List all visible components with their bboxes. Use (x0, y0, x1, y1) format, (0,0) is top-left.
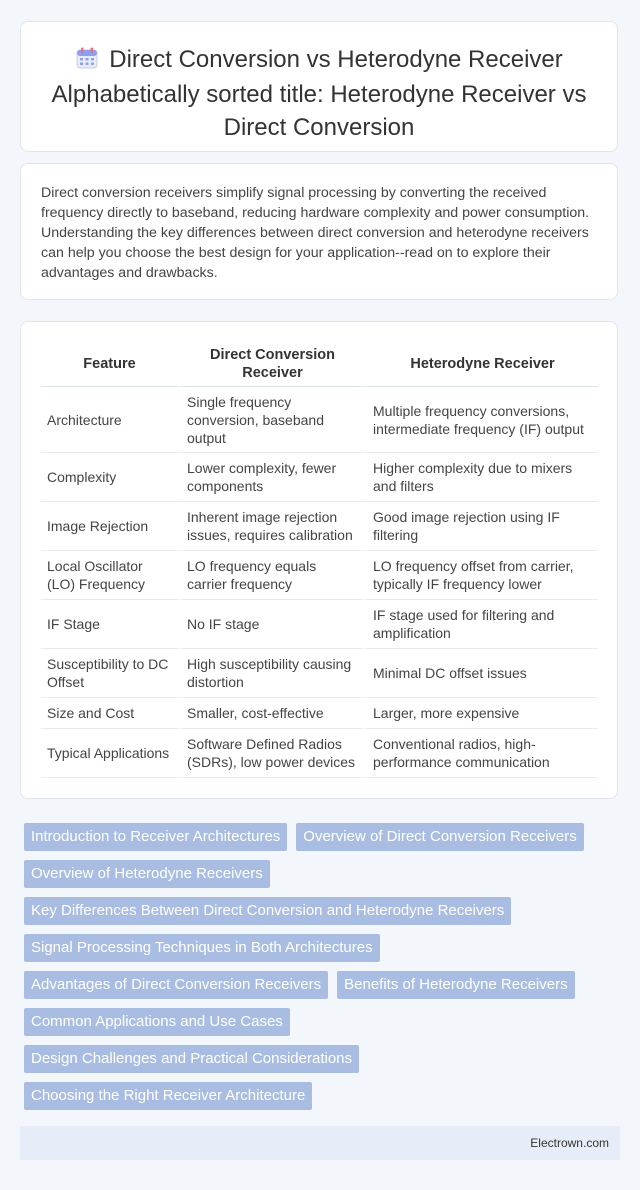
table-cell: Single frequency conversion, baseband output (178, 387, 364, 453)
table-cell: IF Stage (41, 600, 178, 649)
table-row (41, 600, 598, 649)
table-cell: LO frequency offset from carrier, typically IF frequency lower (364, 551, 598, 600)
intro-card (20, 163, 618, 300)
table-cell: Susceptibility to DC Offset (41, 649, 178, 698)
title-line-1: Direct Conversion vs Heterodyne Receiver (109, 46, 563, 73)
table-cell: Larger, more expensive (364, 698, 598, 729)
table-cell: LO frequency equals carrier frequency (178, 551, 364, 600)
topic-tag[interactable]: Key Differences Between Direct Conversion and Heterodyne Receivers (24, 897, 511, 925)
table-cell: Inherent image rejection issues, requires calibration (178, 502, 364, 551)
table-cell: Higher complexity due to mixers and filters (364, 453, 598, 502)
page-title (51, 44, 587, 144)
table-cell: Local Oscillator (LO) Frequency (41, 551, 178, 600)
table-header-row (41, 342, 598, 387)
footer (20, 1126, 620, 1160)
table-cell: Multiple frequency conversions, intermediate frequency (IF) output (364, 387, 598, 453)
title-card (20, 21, 618, 152)
table-row (41, 649, 598, 698)
topic-tag[interactable]: Introduction to Receiver Architectures (24, 823, 287, 851)
table-cell: Minimal DC offset issues (364, 649, 598, 698)
topic-tag[interactable]: Signal Processing Techniques in Both Architectures (24, 934, 380, 962)
intro-paragraph: Direct conversion receivers simplify signal processing by converting the received frequency directly to baseband, reducing hardware complexity and power consumption. Understanding the key differences between direct conversion and heterodyne receivers can help you choose the best design for your application--read on to explore their advantages and drawbacks. (41, 185, 590, 281)
topic-tag[interactable]: Overview of Heterodyne Receivers (24, 860, 270, 888)
column-header: Direct Conversion Receiver (178, 342, 364, 387)
topic-tags (24, 823, 624, 1110)
table-cell: Smaller, cost-effective (178, 698, 364, 729)
table-cell: Architecture (41, 387, 178, 453)
topic-tag[interactable]: Advantages of Direct Conversion Receivers (24, 971, 328, 999)
table-cell: High susceptibility causing distortion (178, 649, 364, 698)
topic-tag[interactable]: Choosing the Right Receiver Architecture (24, 1082, 312, 1110)
table-cell: Software Defined Radios (SDRs), low power devices (178, 729, 364, 778)
table-row (41, 453, 598, 502)
table-cell: Typical Applications (41, 729, 178, 778)
table-cell: IF stage used for filtering and amplification (364, 600, 598, 649)
topic-tag[interactable]: Design Challenges and Practical Considerations (24, 1045, 359, 1073)
title-line-2: Alphabetically sorted title: Heterodyne Receiver vs Direct Conversion (51, 81, 587, 141)
footer-site-name: Electrown.com (530, 1136, 609, 1150)
table-row (41, 729, 598, 778)
table-cell: No IF stage (178, 600, 364, 649)
table-cell: Good image rejection using IF filtering (364, 502, 598, 551)
table-cell: Lower complexity, fewer components (178, 453, 364, 502)
column-header: Feature (41, 342, 178, 387)
table-cell: Conventional radios, high-performance communication (364, 729, 598, 778)
table-cell: Complexity (41, 453, 178, 502)
topic-tag[interactable]: Benefits of Heterodyne Receivers (337, 971, 574, 999)
topic-tag[interactable]: Common Applications and Use Cases (24, 1008, 290, 1036)
topic-tag[interactable]: Overview of Direct Conversion Receivers (296, 823, 583, 851)
table-row (41, 502, 598, 551)
table-row (41, 387, 598, 453)
comparison-table (41, 342, 598, 778)
table-row (41, 698, 598, 729)
table-cell: Size and Cost (41, 698, 178, 729)
column-header: Heterodyne Receiver (364, 342, 598, 387)
table-cell: Image Rejection (41, 502, 178, 551)
calendar-icon (75, 46, 99, 79)
table-row (41, 551, 598, 600)
comparison-card (20, 321, 618, 799)
